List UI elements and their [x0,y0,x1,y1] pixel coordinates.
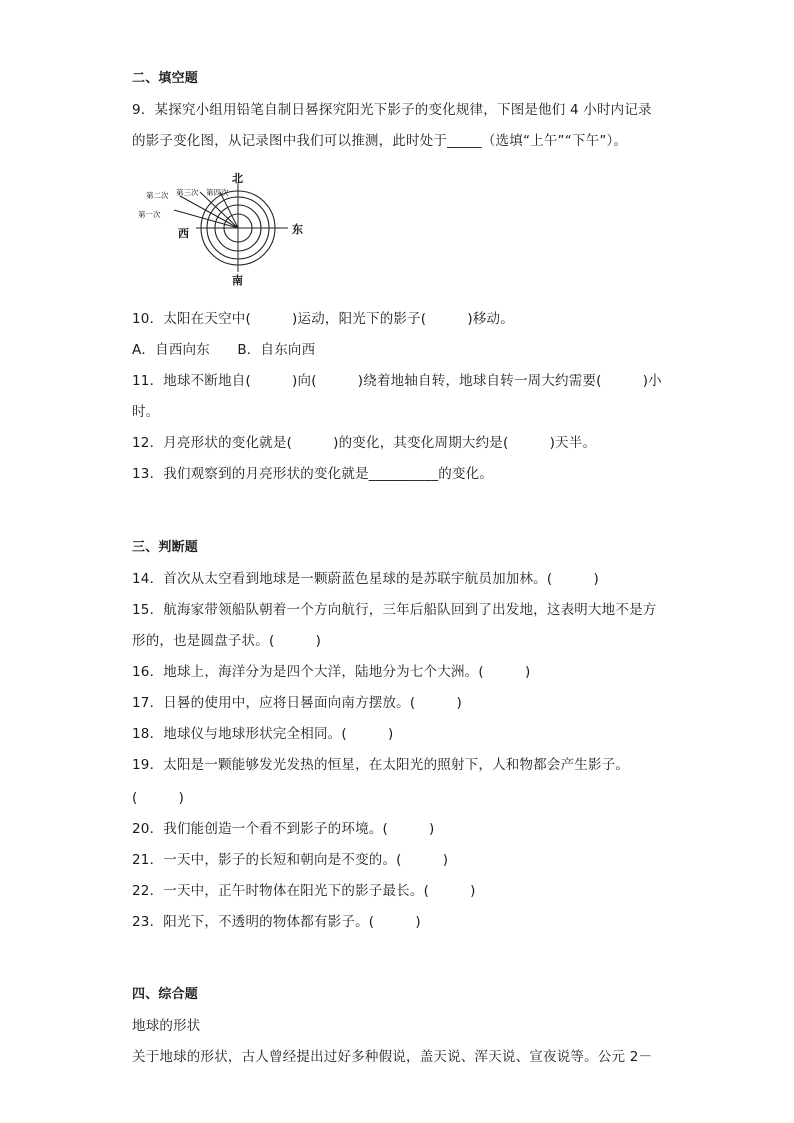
label-south: 南 [232,274,243,287]
question-19-line2: ( ) [132,790,185,806]
label-fourth: 第四次 [206,188,229,197]
label-west: 西 [178,227,189,240]
shadow-record-diagram [138,170,310,288]
question-13: 13．我们观察到的月亮形状的变化就是__________的变化。 [132,466,494,482]
section3-heading: 三、判断题 [132,540,199,555]
question-10-options: A．自西向东 B．自东向西 [132,342,316,358]
label-second: 第二次 [146,191,169,200]
question-14: 14．首次从太空看到地球是一颗蔚蓝色星球的是苏联宇航员加加林。( ) [132,571,599,587]
label-third: 第三次 [176,188,199,197]
question-22: 22．一天中，正午时物体在阳光下的影子最长。( ) [132,883,476,899]
label-first: 第一次 [138,210,161,219]
section2-heading: 二、填空题 [132,71,199,86]
question-21: 21．一天中，影子的长短和朝向是不变的。( ) [132,852,449,868]
question-17: 17．日晷的使用中，应将日晷面向南方摆放。( ) [132,695,462,711]
question-15-line2: 形的，也是圆盘子状。( ) [132,633,322,649]
question-18: 18．地球仪与地球形状完全相同。( ) [132,726,394,742]
label-east: 东 [292,223,303,236]
label-north: 北 [232,172,243,185]
section4-heading: 四、综合题 [132,987,199,1002]
section4-subtitle: 地球的形状 [132,1018,201,1034]
question-9-line1: 9．某探究小组用铅笔自制日晷探究阳光下影子的变化规律，下图是他们 4 小时内记录 [132,102,652,118]
question-15-line1: 15．航海家带领船队朝着一个方向航行，三年后船队回到了出发地，这表明大地不是方 [132,602,657,618]
question-10: 10．太阳在天空中( )运动，阳光下的影子( )移动。 [132,311,514,327]
question-16: 16．地球上，海洋分为是四个大洋，陆地分为七个大洲。( ) [132,664,531,680]
question-12: 12．月亮形状的变化就是( )的变化，其变化周期大约是( )天半。 [132,435,597,451]
question-11-line2: 时。 [132,404,160,420]
section4-paragraph-line1: 关于地球的形状，古人曾经提出过好多种假说，盖天说、浑天说、宣夜说等。公元 2－ [132,1049,653,1065]
question-19-line1: 19．太阳是一颗能够发光发热的恒星，在太阳光的照射下，人和物都会产生影子。 [132,757,630,773]
question-11-line1: 11．地球不断地自( )向( )绕着地轴自转，地球自转一周大约需要( )小 [132,373,662,389]
question-9-line2: 的影子变化图，从记录图中我们可以推测，此时处于_____（选填“上午”“下午”）。 [132,133,628,149]
question-20: 20．我们能创造一个看不到影子的环境。( ) [132,821,435,837]
question-23: 23．阳光下，不透明的物体都有影子。( ) [132,914,421,930]
